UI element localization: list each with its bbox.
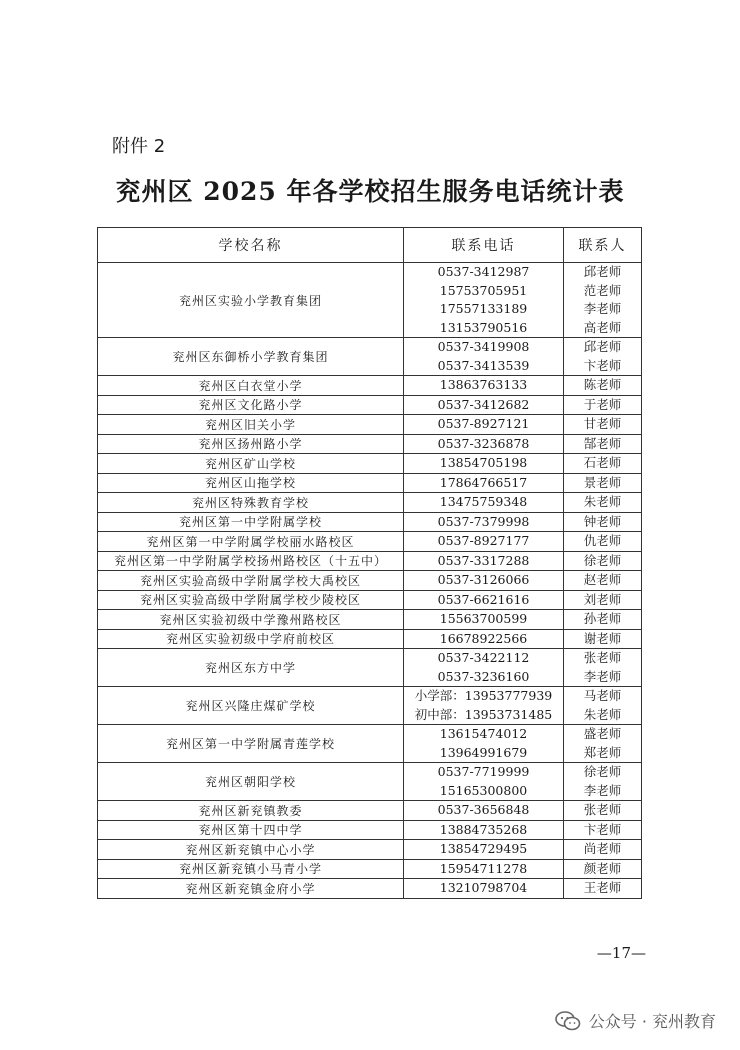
- table-row: [98, 473, 642, 493]
- phone-number: 13153790516: [439, 319, 528, 335]
- contact-person: 孙老师: [583, 611, 622, 626]
- page-number: —17—: [596, 944, 646, 962]
- phone-number: 初中部：13953731485: [414, 706, 553, 722]
- table-row: [98, 434, 642, 454]
- table-row: [98, 415, 642, 435]
- phone-cell: [404, 820, 564, 840]
- table-row: [98, 820, 642, 840]
- header-school: 学校名称: [98, 228, 404, 263]
- table-row: [98, 879, 642, 899]
- contact-person: 景老师: [583, 474, 622, 490]
- table-row: [98, 395, 642, 415]
- table-row: [98, 338, 642, 376]
- phone-cell: [404, 687, 564, 725]
- contact-person: 李老师: [583, 301, 622, 316]
- table-row: [98, 454, 642, 474]
- contact-person: 邱老师: [583, 264, 622, 279]
- school-name-cell: 兖州区矿山学校: [98, 454, 404, 474]
- school-name-cell: 兖州区特殊教育学校: [98, 493, 404, 513]
- phone-cell: [404, 532, 564, 552]
- phone-number: 13863763133: [439, 377, 528, 392]
- contact-cell: [564, 551, 642, 571]
- contact-cell: [564, 395, 642, 415]
- contact-person: 范老师: [583, 282, 622, 298]
- contact-person: 赵老师: [583, 572, 622, 587]
- table-header-row: [98, 228, 642, 263]
- table-row: [98, 590, 642, 610]
- phone-number: 0537-3236160: [437, 668, 530, 684]
- table-row: [98, 859, 642, 879]
- contact-cell: [564, 725, 642, 763]
- contact-person: 邱老师: [583, 339, 622, 354]
- table-row: [98, 551, 642, 571]
- phone-number: 0537-3422112: [437, 650, 530, 665]
- phone-cell: [404, 725, 564, 763]
- contact-cell: [564, 454, 642, 474]
- page-title: 兖州区 2025 年各学校招生服务电话统计表: [115, 177, 625, 206]
- table-row: [98, 840, 642, 860]
- contact-cell: [564, 512, 642, 532]
- contact-person: 王老师: [583, 880, 622, 895]
- phone-number: 0537-3317288: [437, 552, 530, 568]
- contact-table: [97, 227, 642, 899]
- table-row: [98, 512, 642, 532]
- school-name-cell: 兖州区第一中学附属青莲学校: [98, 725, 404, 763]
- phone-cell: [404, 512, 564, 532]
- phone-cell: [404, 763, 564, 801]
- phone-cell: [404, 395, 564, 415]
- phone-cell: [404, 434, 564, 454]
- wechat-icon: [555, 1011, 581, 1031]
- contact-cell: [564, 820, 642, 840]
- school-name-cell: 兖州区实验高级中学附属学校大禹校区: [98, 571, 404, 591]
- school-name-cell: 兖州区新兖镇教委: [98, 801, 404, 821]
- school-name-cell: 兖州区白衣堂小学: [98, 376, 404, 396]
- phone-cell: [404, 840, 564, 860]
- contact-person: 朱老师: [583, 706, 622, 722]
- contact-cell: [564, 801, 642, 821]
- contact-person: 卞老师: [583, 821, 622, 837]
- phone-cell: [404, 338, 564, 376]
- contact-cell: [564, 263, 642, 338]
- school-name-cell: 兖州区文化路小学: [98, 395, 404, 415]
- phone-cell: [404, 473, 564, 493]
- school-name-cell: 兖州区山拖学校: [98, 473, 404, 493]
- school-name-cell: 兖州区实验小学教育集团: [98, 263, 404, 338]
- phone-number: 0537-3419908: [437, 339, 530, 354]
- phone-number: 0537-3236878: [437, 435, 530, 451]
- contact-person: 陈老师: [583, 377, 622, 392]
- contact-cell: [564, 879, 642, 899]
- contact-person: 郜老师: [583, 435, 622, 451]
- school-name-cell: 兖州区朝阳学校: [98, 763, 404, 801]
- phone-number: 13884735268: [439, 821, 528, 837]
- table-row: [98, 763, 642, 801]
- contact-person: 尚老师: [583, 841, 622, 856]
- phone-number: 0537-7379998: [437, 513, 530, 529]
- school-name-cell: 兖州区第一中学附属学校丽水路校区: [98, 532, 404, 552]
- school-name-cell: 兖州区实验初级中学豫州路校区: [98, 610, 404, 630]
- phone-cell: [404, 376, 564, 396]
- phone-number: 0537-3656848: [437, 802, 530, 817]
- contact-person: 甘老师: [583, 416, 622, 431]
- attachment-label: 附件 2: [112, 136, 166, 157]
- phone-cell: [404, 551, 564, 571]
- phone-cell: [404, 263, 564, 338]
- contact-person: 仇老师: [583, 533, 622, 548]
- school-name-cell: 兖州区扬州路小学: [98, 434, 404, 454]
- phone-number: 13854705198: [439, 455, 528, 470]
- school-name-cell: 兖州区东御桥小学教育集团: [98, 338, 404, 376]
- phone-cell: [404, 879, 564, 899]
- header-contact: 联系人: [564, 228, 642, 263]
- contact-person: 高老师: [583, 319, 622, 335]
- contact-cell: [564, 763, 642, 801]
- phone-cell: [404, 415, 564, 435]
- wechat-watermark: [555, 1009, 716, 1032]
- phone-number: 17557133189: [439, 301, 528, 316]
- phone-number: 0537-3126066: [437, 572, 530, 587]
- contact-person: 卞老师: [583, 357, 622, 373]
- phone-cell: [404, 859, 564, 879]
- phone-number: 16678922566: [439, 630, 528, 646]
- contact-person: 谢老师: [583, 630, 622, 646]
- phone-number: 13964991679: [439, 744, 528, 760]
- phone-number: 13210798704: [439, 880, 528, 895]
- phone-number: 0537-3412987: [437, 264, 530, 279]
- school-name-cell: 兖州区实验初级中学府前校区: [98, 629, 404, 649]
- contact-person: 徐老师: [583, 552, 622, 568]
- contact-cell: [564, 629, 642, 649]
- contact-cell: [564, 571, 642, 591]
- phone-number: 13475759348: [439, 494, 528, 509]
- phone-cell: [404, 629, 564, 649]
- contact-person: 徐老师: [583, 764, 622, 779]
- phone-number: 15165300800: [439, 782, 528, 798]
- phone-number: 0537-7719999: [437, 764, 530, 779]
- contact-person: 李老师: [583, 668, 622, 684]
- table-row: [98, 532, 642, 552]
- contact-cell: [564, 610, 642, 630]
- contact-cell: [564, 687, 642, 725]
- phone-cell: [404, 801, 564, 821]
- phone-cell: [404, 610, 564, 630]
- table-row: [98, 571, 642, 591]
- contact-cell: [564, 415, 642, 435]
- phone-number: 17864766517: [439, 474, 528, 490]
- contact-person: 于老师: [583, 396, 622, 412]
- contact-person: 朱老师: [583, 494, 622, 509]
- contact-cell: [564, 649, 642, 687]
- header-phone: 联系电话: [404, 228, 564, 263]
- table-row: [98, 687, 642, 725]
- phone-number: 0537-6621616: [437, 591, 530, 607]
- contact-person: 张老师: [583, 802, 622, 817]
- school-name-cell: 兖州区新兖镇中心小学: [98, 840, 404, 860]
- contact-person: 钟老师: [583, 513, 622, 529]
- phone-cell: [404, 590, 564, 610]
- phone-number: 0537-3413539: [437, 357, 530, 373]
- phone-cell: [404, 649, 564, 687]
- contact-person: 石老师: [583, 455, 622, 470]
- school-name-cell: 兖州区第一中学附属学校: [98, 512, 404, 532]
- contact-cell: [564, 473, 642, 493]
- phone-number: 13854729495: [439, 841, 528, 856]
- phone-cell: [404, 493, 564, 513]
- contact-cell: [564, 840, 642, 860]
- school-name-cell: 兖州区第十四中学: [98, 820, 404, 840]
- contact-cell: [564, 434, 642, 454]
- phone-number: 0537-8927177: [437, 533, 530, 548]
- table-row: [98, 376, 642, 396]
- table-row: [98, 493, 642, 513]
- school-name-cell: 兖州区新兖镇金府小学: [98, 879, 404, 899]
- school-name-cell: 兖州区第一中学附属学校扬州路校区（十五中）: [98, 551, 404, 571]
- phone-number: 15753705951: [439, 282, 528, 298]
- school-name-cell: 兖州区实验高级中学附属学校少陵校区: [98, 590, 404, 610]
- school-name-cell: 兖州区兴隆庄煤矿学校: [98, 687, 404, 725]
- phone-number: 13615474012: [439, 726, 528, 741]
- table-row: [98, 801, 642, 821]
- table-row: [98, 263, 642, 338]
- contact-person: 盛老师: [583, 726, 622, 741]
- phone-cell: [404, 454, 564, 474]
- contact-person: 颜老师: [583, 860, 622, 876]
- table-row: [98, 629, 642, 649]
- contact-cell: [564, 532, 642, 552]
- table-row: [98, 610, 642, 630]
- contact-person: 张老师: [583, 650, 622, 665]
- school-name-cell: 兖州区东方中学: [98, 649, 404, 687]
- table-row: [98, 725, 642, 763]
- phone-number: 0537-8927121: [437, 416, 530, 431]
- phone-number: 15563700599: [439, 611, 528, 626]
- phone-number: 小学部：13953777939: [414, 688, 553, 703]
- contact-cell: [564, 493, 642, 513]
- contact-cell: [564, 338, 642, 376]
- table-row: [98, 649, 642, 687]
- watermark-text: 公众号 · 兖州教育: [588, 1012, 716, 1031]
- phone-number: 0537-3412682: [437, 396, 530, 412]
- contact-cell: [564, 376, 642, 396]
- phone-cell: [404, 571, 564, 591]
- school-name-cell: 兖州区新兖镇小马青小学: [98, 859, 404, 879]
- school-name-cell: 兖州区旧关小学: [98, 415, 404, 435]
- contact-cell: [564, 590, 642, 610]
- contact-person: 马老师: [583, 688, 622, 703]
- contact-person: 刘老师: [583, 591, 622, 607]
- contact-cell: [564, 859, 642, 879]
- contact-person: 郑老师: [583, 744, 622, 760]
- contact-person: 李老师: [583, 782, 622, 798]
- phone-number: 15954711278: [439, 860, 528, 876]
